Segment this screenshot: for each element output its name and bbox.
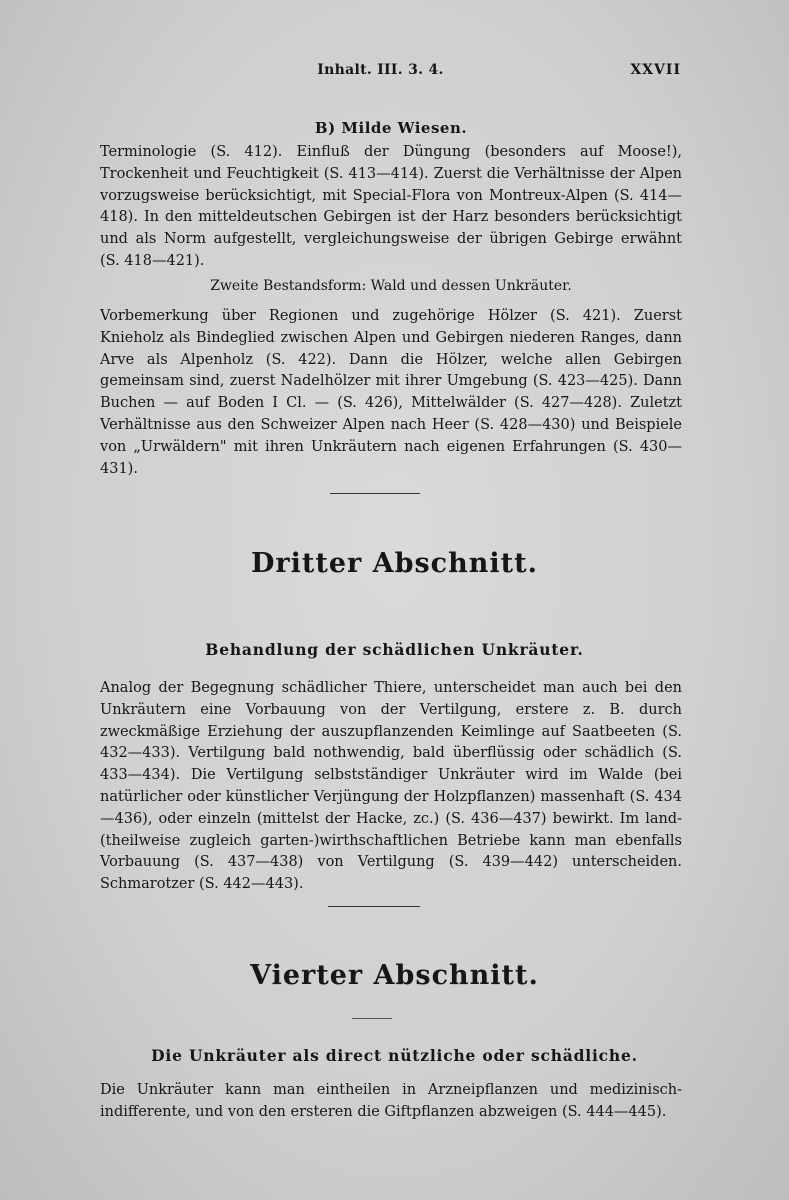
vierter-abschnitt-subtitle: Die Unkräuter als direct nützliche oder schädliche.: [151, 1046, 638, 1065]
running-title: Inhalt. III. 3. 4.: [317, 62, 444, 78]
vierter-abschnitt-title: Vierter Abschnitt.: [250, 960, 539, 991]
dritter-abschnitt-subtitle: Behandlung der schädlichen Unkräuter.: [205, 640, 584, 659]
page-number: XXVII: [630, 62, 681, 78]
zweite-bestandsform-paragraph: Vorbemerkung über Regionen und zugehörige Hölzer (S. 421). Zuerst Knieholz als Bindeglied zwischen Alpen und Gebirgen niederen Ranges, dann Arve als Alpenholz (S. 422). Dann die Hölzer, welche allen Gebirgen gemeinsam sind, zuerst Nadelhölzer mit ihrer Umgebung (S. 423—425). Dann Buchen — auf Boden I Cl. — (S. 426), Mittelwälder (S. 427—428). Zuletzt Verhältnisse aus den Schweizer Alpen nach Heer (S. 428—430) und Beispiele von „Urwäldern" mit ihren Unkräutern nach eigenen Erfahrungen (S. 430—431).: [100, 308, 682, 477]
dritter-abschnitt-paragraph: Analog der Begegnung schädlicher Thiere, unterscheidet man auch bei den Unkräutern eine Vorbauung von der Vertilgung, erstere z. B. durch zweckmäßige Erziehung der auszupflanzenden Keimlinge auf Saatbeeten (S. 432—433). Vertilgung bald nothwendig, bald überflüssig oder schädlich (S. 433—434). Die Vertilgung selbstständiger Unkräuter wird im Walde (bei natürlicher oder künstlicher Verjüngung der Holzpflanzen) massenhaft (S. 434—436), oder einzeln (mittelst der Hacke, zc.) (S. 436—437) bewirkt. Im land-(theilweise zugleich garten-)wirthschaftlichen Betriebe kann man ebenfalls Vorbauung (S. 437—438) von Vertilgung (S. 439—442) unterscheiden. Schmarotzer (S. 442—443).: [100, 680, 682, 893]
vierter-abschnitt-paragraph: Die Unkräuter kann man eintheilen in Arzneipflanzen und medizinisch-indifferente, und von den ersteren die Giftpflanzen abzweigen (S. 444—445).: [100, 1082, 682, 1120]
section-divider-2: [328, 906, 420, 907]
section-divider: [330, 493, 420, 494]
zweite-bestandsform-heading: Zweite Bestandsform: Wald und dessen Unkräuter.: [210, 278, 572, 294]
page-header: [80, 62, 681, 86]
section-b-paragraph: Terminologie (S. 412). Einfluß der Düngung (besonders auf Moose!), Trockenheit und Feuchtigkeit (S. 413—414). Zuerst die Verhältnisse der Alpen vorzugsweise berücksichtigt, mit Special-Flora von Montreux-Alpen (S. 414—418). In den mitteldeutschen Gebirgen ist der Harz besonders berücksichtigt und als Norm aufgestellt, vergleichungsweise der übrigen Gebirge erwähnt (S. 418—421).: [100, 144, 682, 269]
dritter-abschnitt-title: Dritter Abschnitt.: [251, 548, 538, 579]
section-b-heading: B) Milde Wiesen.: [314, 119, 468, 137]
title-underline: [352, 1018, 392, 1019]
